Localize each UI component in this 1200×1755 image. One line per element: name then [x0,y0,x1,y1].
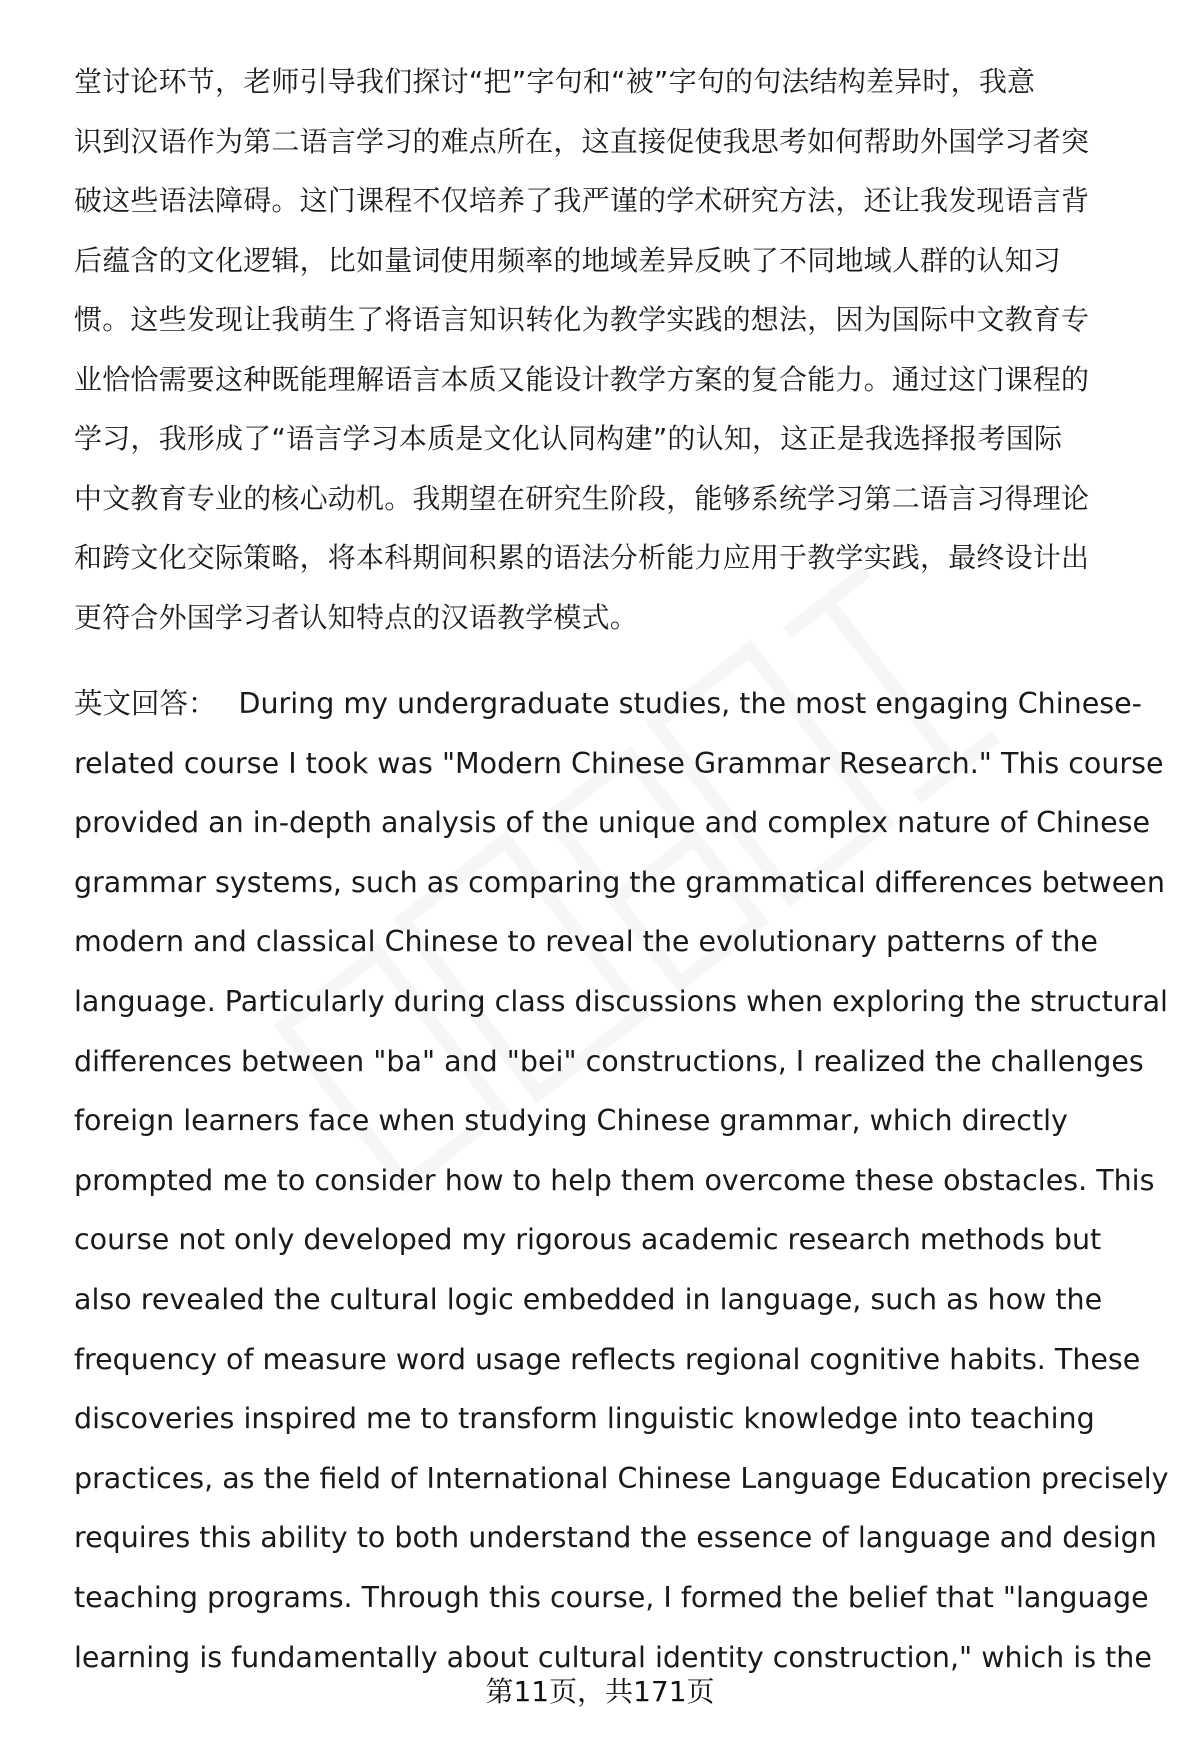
english-line: discoveries inspired me to transform linguistic knowledge into teaching [74,1402,1095,1436]
english-line: modern and classical Chinese to reveal the evolutionary patterns of the [74,925,1098,959]
english-line: also revealed the cultural logic embedded in language, such as how the [74,1282,1103,1316]
chinese-line: 和跨文化交际策略，将本科期间积累的语法分析能力应用于教学实践，最终设计出 [74,541,1090,574]
english-first-line [74,674,1164,734]
chinese-line: 堂讨论环节，老师引导我们探讨“把”字句和“被”字句的句法结构差异时，我意 [74,65,1036,98]
english-line: prompted me to consider how to help them overcome these obstacles. This [74,1163,1155,1197]
english-line: learning is fundamentally about cultural identity construction," which is the [74,1640,1152,1674]
chinese-line: 惯。这些发现让我萌生了将语言知识转化为教学实践的想法，因为国际中文教育专 [74,303,1090,336]
english-line: practices, as the field of International Chinese Language Education precisely [74,1461,1169,1495]
chinese-line: 后蕴含的文化逻辑，比如量词使用频率的地域差异反映了不同地域人群的认知习 [74,243,1062,277]
english-line: foreign learners face when studying Chinese grammar, which directly [74,1104,1068,1138]
chinese-line: 识到汉语作为第二语言学习的难点所在，这直接促使我思考如何帮助外国学习者突 [74,124,1090,158]
english-line: differences between "ba" and "bei" constructions, I realized the challenges [74,1044,1144,1078]
english-line: provided an in-depth analysis of the unique and complex nature of Chinese [74,806,1151,840]
chinese-line: 破这些语法障碍。这门课程不仅培养了我严谨的学术研究方法，还让我发现语言背 [74,184,1090,217]
english-line: course not only developed my rigorous academic research methods but [74,1223,1102,1257]
chinese-line: 中文教育专业的核心动机。我期望在研究生阶段，能够系统学习第二语言习得理论 [74,481,1090,515]
page-number-footer: 第11页，共171页 [485,1675,715,1708]
english-line: related course I took was "Modern Chinese Grammar Research." This course [74,746,1164,780]
chinese-line: 业恰恰需要这种既能理解语言本质又能设计教学方案的复合能力。通过这门课程的 [74,362,1090,396]
english-line: teaching programs. Through this course, I formed the belief that "language [74,1580,1149,1614]
english-paragraph [74,674,1169,1687]
chinese-line: 学习，我形成了“语言学习本质是文化认同构建”的认知，这正是我选择报考国际 [74,422,1063,455]
english-lines [74,734,1169,1688]
chinese-paragraph [74,52,1144,647]
english-line: frequency of measure word usage reflects regional cognitive habits. These [74,1342,1141,1376]
english-line: language. Particularly during class discussions when exploring the structural [74,984,1168,1018]
english-first-line-text: During my undergraduate studies, the most engaging Chinese- [238,687,1142,720]
english-line: grammar systems, such as comparing the grammatical differences between [74,865,1165,899]
english-answer-label: 英文回答： [74,687,217,720]
chinese-line: 更符合外国学习者认知特点的汉语教学模式。 [74,600,639,634]
english-line: requires this ability to both understand the essence of language and design [74,1521,1157,1555]
